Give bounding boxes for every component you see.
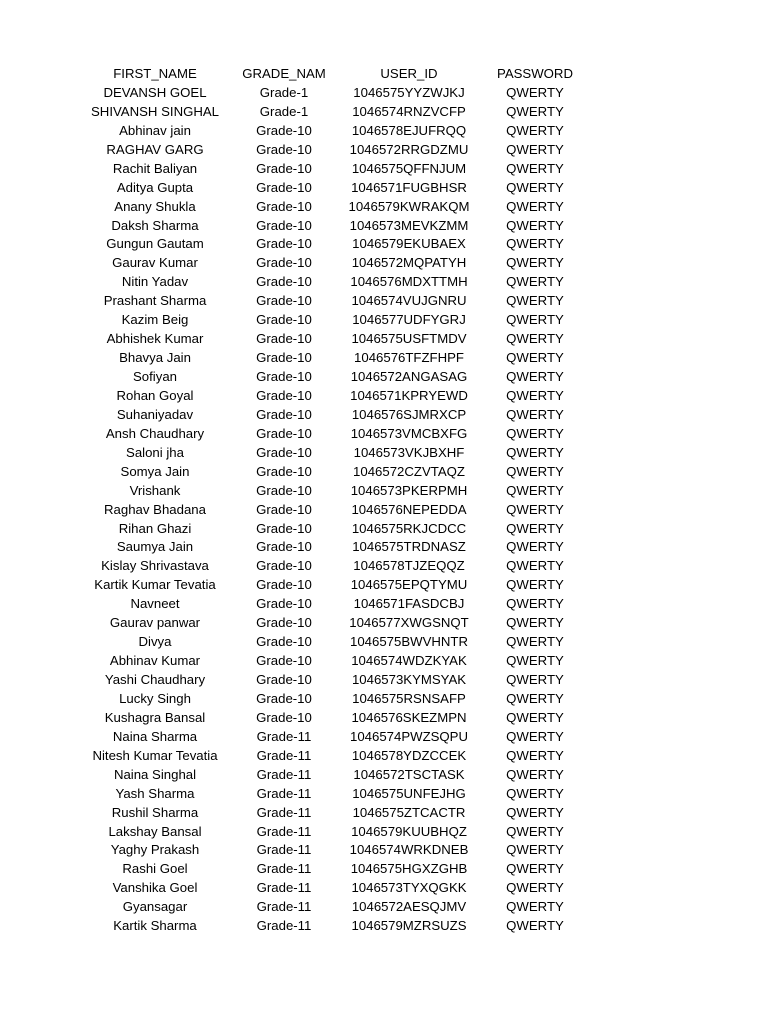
password-cell: QWERTY (506, 709, 564, 725)
table-row (0, 273, 768, 292)
user-id-cell: 1046573PKERPMH (350, 482, 468, 498)
header-password: PASSWORD (497, 66, 573, 81)
user-id-cell: 1046571FASDCBJ (353, 596, 465, 612)
grade-name-cell: Grade-11 (256, 728, 312, 744)
user-id-cell: 1046575HGXZGHB (350, 861, 468, 877)
password-cell: QWERTY (506, 804, 564, 820)
grade-name-cell: Grade-10 (256, 577, 312, 593)
first-name-cell: Kislay Shrivastava (101, 558, 209, 574)
first-name-cell: Rohan Goyal (116, 387, 194, 403)
table-row (0, 652, 768, 671)
user-id-cell: 1046574WRKDNEB (349, 842, 469, 858)
grade-name-cell: Grade-11 (256, 842, 312, 858)
grade-name-cell: Grade-11 (256, 766, 312, 782)
table-row (0, 235, 768, 254)
user-id-cell: 1046578YDZCCEK (351, 747, 467, 763)
table-row (0, 879, 768, 898)
grade-name-cell: Grade-10 (256, 160, 312, 176)
user-id-cell: 1046572ANGASAG (350, 369, 468, 384)
password-cell: QWERTY (506, 387, 564, 403)
first-name-cell: Vrishank (129, 482, 181, 498)
grade-name-cell: Grade-10 (256, 331, 312, 347)
first-name-cell: Nitesh Kumar Tevatia (92, 747, 218, 763)
grade-name-cell: Grade-10 (256, 615, 312, 631)
first-name-cell: SHIVANSH SINGHAL (91, 103, 219, 119)
first-name-cell: Saumya Jain (116, 539, 194, 555)
password-cell: QWERTY (506, 179, 564, 195)
table-row (0, 179, 768, 198)
user-id-cell: 1046579KWRAKQM (348, 198, 470, 214)
first-name-cell: Gaurav Kumar (112, 255, 198, 271)
grade-name-cell: Grade-11 (256, 899, 312, 915)
user-id-cell: 1046572CZVTAQZ (353, 463, 465, 479)
password-cell: QWERTY (506, 728, 564, 744)
password-cell: QWERTY (506, 236, 564, 252)
grade-name-cell: Grade-10 (256, 293, 312, 309)
first-name-cell: Daksh Sharma (111, 217, 199, 233)
first-name-cell: Naina Singhal (113, 766, 197, 782)
user-id-cell: 1046577UDFYGRJ (352, 312, 466, 328)
table-row (0, 520, 768, 539)
table-row (0, 785, 768, 804)
user-id-cell: 1046578TJZEQQZ (353, 558, 465, 574)
user-id-cell: 1046574PWZSQPU (349, 728, 468, 744)
grade-name-cell: Grade-10 (256, 501, 312, 517)
password-cell: QWERTY (506, 653, 564, 669)
table-row (0, 671, 768, 690)
password-cell: QWERTY (506, 520, 564, 536)
first-name-cell: Kushagra Bansal (104, 709, 206, 725)
password-cell: QWERTY (506, 766, 564, 782)
first-name-cell: Nitin Yadav (121, 274, 189, 290)
grade-name-cell: Grade-10 (256, 312, 312, 328)
first-name-cell: Anany Shukla (114, 198, 196, 214)
first-name-cell: Rashi Goel (122, 861, 188, 877)
grade-name-cell: Grade-11 (256, 747, 312, 763)
user-id-cell: 1046573TYXQGKK (351, 880, 467, 896)
user-id-cell: 1046572MQPATYH (351, 255, 467, 271)
grade-name-cell: Grade-1 (259, 103, 309, 119)
grade-name-cell: Grade-10 (256, 539, 312, 555)
first-name-cell: Kartik Sharma (113, 918, 197, 934)
user-id-cell: 1046573VKJBXHF (353, 444, 465, 460)
table-row (0, 538, 768, 557)
password-cell: QWERTY (506, 539, 564, 555)
password-cell: QWERTY (506, 444, 564, 460)
first-name-cell: Abhinav jain (119, 122, 191, 138)
password-cell: QWERTY (506, 103, 564, 119)
table-row (0, 917, 768, 936)
grade-name-cell: Grade-10 (256, 425, 312, 441)
first-name-cell: Saloni jha (126, 444, 184, 460)
first-name-cell: Divya (138, 634, 172, 650)
table-row (0, 425, 768, 444)
table-row (0, 254, 768, 273)
first-name-cell: Bhavya Jain (119, 350, 191, 366)
table-row (0, 823, 768, 842)
password-cell: QWERTY (506, 312, 564, 328)
password-cell: QWERTY (506, 577, 564, 593)
password-cell: QWERTY (506, 331, 564, 347)
grade-name-cell: Grade-10 (256, 653, 312, 669)
grade-name-cell: Grade-10 (256, 141, 312, 157)
password-cell: QWERTY (506, 198, 564, 214)
table-row (0, 368, 768, 387)
grade-name-cell: Grade-10 (256, 255, 312, 271)
first-name-cell: Abhinav Kumar (109, 653, 201, 669)
first-name-cell: Sofiyan (133, 369, 177, 384)
first-name-cell: Rihan Ghazi (118, 520, 192, 536)
user-id-cell: 1046575YYZWJKJ (353, 84, 465, 100)
student-credentials-table (0, 65, 768, 936)
user-id-cell: 1046574WDZKYAK (351, 653, 467, 669)
header-row (0, 65, 768, 84)
table-row (0, 84, 768, 103)
user-id-cell: 1046574RNZVCFP (352, 103, 466, 119)
user-id-cell: 1046575RSNSAFP (352, 690, 466, 706)
table-row (0, 292, 768, 311)
first-name-cell: Raghav Bhadana (104, 501, 206, 517)
table-row (0, 804, 768, 823)
table-body (0, 84, 768, 936)
grade-name-cell: Grade-10 (256, 350, 312, 366)
user-id-cell: 1046576SJMRXCP (351, 406, 467, 422)
grade-name-cell: Grade-11 (256, 861, 312, 877)
table-row (0, 198, 768, 217)
grade-name-cell: Grade-10 (256, 463, 312, 479)
grade-name-cell: Grade-10 (256, 690, 312, 706)
user-id-cell: 1046575USFTMDV (351, 331, 467, 347)
table-row (0, 557, 768, 576)
password-cell: QWERTY (506, 634, 564, 650)
user-id-cell: 1046572TSCTASK (353, 766, 465, 782)
first-name-cell: DEVANSH GOEL (103, 84, 207, 100)
table-row (0, 841, 768, 860)
table-row (0, 217, 768, 236)
first-name-cell: Yashi Chaudhary (104, 672, 206, 687)
table-row (0, 898, 768, 917)
user-id-cell: 1046576SKEZMPN (351, 709, 467, 725)
password-cell: QWERTY (506, 274, 564, 290)
table-row (0, 728, 768, 747)
user-id-cell: 1046575QFFNJUM (351, 160, 467, 176)
grade-name-cell: Grade-10 (256, 709, 312, 725)
grade-name-cell: Grade-10 (256, 444, 312, 460)
header-grade-name: GRADE_NAM (242, 66, 326, 81)
password-cell: QWERTY (506, 369, 564, 384)
password-cell: QWERTY (506, 84, 564, 100)
password-cell: QWERTY (506, 501, 564, 517)
grade-name-cell: Grade-10 (256, 274, 312, 290)
first-name-cell: Kazim Beig (121, 312, 189, 328)
grade-name-cell: Grade-11 (256, 804, 312, 820)
user-id-cell: 1046573KYMSYAK (351, 672, 467, 687)
password-cell: QWERTY (506, 596, 564, 612)
first-name-cell: Kartik Kumar Tevatia (94, 577, 216, 593)
user-id-cell: 1046573MEVKZMM (349, 217, 469, 233)
first-name-cell: Gaurav panwar (109, 615, 201, 631)
user-id-cell: 1046575UNFEJHG (352, 785, 466, 801)
password-cell: QWERTY (506, 672, 564, 687)
user-id-cell: 1046572AESQJMV (351, 899, 467, 915)
user-id-cell: 1046577XWGSNQT (349, 615, 469, 631)
user-id-cell: 1046575TRDNASZ (352, 539, 466, 555)
grade-name-cell: Grade-11 (256, 823, 312, 839)
table-row (0, 501, 768, 520)
password-cell: QWERTY (506, 217, 564, 233)
password-cell: QWERTY (506, 160, 564, 176)
grade-name-cell: Grade-10 (256, 198, 312, 214)
password-cell: QWERTY (506, 842, 564, 858)
password-cell: QWERTY (506, 122, 564, 138)
user-id-cell: 1046575EPQTYMU (350, 577, 468, 593)
first-name-cell: Naina Sharma (112, 728, 198, 744)
table-row (0, 160, 768, 179)
table-row (0, 311, 768, 330)
table-row (0, 614, 768, 633)
password-cell: QWERTY (506, 406, 564, 422)
first-name-cell: Gyansagar (122, 899, 188, 915)
grade-name-cell: Grade-11 (256, 880, 312, 896)
password-cell: QWERTY (506, 899, 564, 915)
first-name-cell: Prashant Sharma (103, 293, 207, 309)
password-cell: QWERTY (506, 482, 564, 498)
grade-name-cell: Grade-10 (256, 634, 312, 650)
table-row (0, 103, 768, 122)
first-name-cell: Somya Jain (120, 463, 190, 479)
user-id-cell: 1046573VMCBXFG (350, 425, 468, 441)
user-id-cell: 1046576TFZFHPF (354, 350, 464, 366)
password-cell: QWERTY (506, 861, 564, 877)
first-name-cell: Suhaniyadav (116, 406, 194, 422)
password-cell: QWERTY (506, 823, 564, 839)
table-row (0, 709, 768, 728)
user-id-cell: 1046579KUUBHQZ (351, 823, 467, 839)
user-id-cell: 1046571FUGBHSR (351, 179, 467, 195)
grade-name-cell: Grade-11 (256, 785, 312, 801)
header-user-id: USER_ID (380, 66, 438, 81)
first-name-cell: Vanshika Goel (112, 880, 198, 896)
table-row (0, 406, 768, 425)
table-row (0, 444, 768, 463)
table-row (0, 122, 768, 141)
user-id-cell: 1046575BWVHNTR (349, 634, 468, 650)
grade-name-cell: Grade-10 (256, 236, 312, 252)
grade-name-cell: Grade-10 (256, 672, 312, 687)
password-cell: QWERTY (506, 558, 564, 574)
password-cell: QWERTY (506, 747, 564, 763)
password-cell: QWERTY (506, 690, 564, 706)
user-id-cell: 1046576MDXTTMH (350, 274, 468, 290)
first-name-cell: Aditya Gupta (116, 179, 194, 195)
grade-name-cell: Grade-10 (256, 369, 312, 384)
table-row (0, 330, 768, 349)
password-cell: QWERTY (506, 785, 564, 801)
first-name-cell: Ansh Chaudhary (105, 425, 205, 441)
grade-name-cell: Grade-10 (256, 387, 312, 403)
first-name-cell: Rushil Sharma (111, 804, 199, 820)
table-row (0, 595, 768, 614)
first-name-cell: Lucky Singh (119, 690, 191, 706)
password-cell: QWERTY (506, 463, 564, 479)
grade-name-cell: Grade-1 (259, 84, 309, 100)
first-name-cell: Navneet (130, 596, 180, 612)
table-row (0, 690, 768, 709)
password-cell: QWERTY (506, 293, 564, 309)
grade-name-cell: Grade-10 (256, 217, 312, 233)
user-id-cell: 1046575ZTCACTR (352, 804, 466, 820)
table-row (0, 747, 768, 766)
user-id-cell: 1046572RRGDZMU (349, 141, 469, 157)
password-cell: QWERTY (506, 350, 564, 366)
table-row (0, 387, 768, 406)
table-row (0, 633, 768, 652)
table-row (0, 482, 768, 501)
user-id-cell: 1046575RKJCDCC (351, 520, 467, 536)
grade-name-cell: Grade-10 (256, 482, 312, 498)
user-id-cell: 1046579MZRSUZS (351, 918, 467, 934)
grade-name-cell: Grade-10 (256, 596, 312, 612)
user-id-cell: 1046579EKUBAEX (352, 236, 466, 252)
table-row (0, 349, 768, 368)
password-cell: QWERTY (506, 255, 564, 271)
grade-name-cell: Grade-10 (256, 406, 312, 422)
table-row (0, 576, 768, 595)
first-name-cell: RAGHAV GARG (106, 141, 204, 157)
table-row (0, 766, 768, 785)
password-cell: QWERTY (506, 880, 564, 896)
password-cell: QWERTY (506, 615, 564, 631)
first-name-cell: Gungun Gautam (106, 236, 204, 252)
grade-name-cell: Grade-10 (256, 520, 312, 536)
user-id-cell: 1046571KPRYEWD (350, 387, 468, 403)
grade-name-cell: Grade-11 (256, 918, 312, 934)
first-name-cell: Rachit Baliyan (112, 160, 198, 176)
table-row (0, 463, 768, 482)
password-cell: QWERTY (506, 918, 564, 934)
first-name-cell: Yaghy Prakash (110, 842, 200, 858)
user-id-cell: 1046574VUJGNRU (351, 293, 467, 309)
header-first-name: FIRST_NAME (113, 66, 197, 81)
user-id-cell: 1046576NEPEDDA (351, 501, 467, 517)
table-row (0, 141, 768, 160)
table-row (0, 860, 768, 879)
first-name-cell: Lakshay Bansal (108, 823, 202, 839)
grade-name-cell: Grade-10 (256, 179, 312, 195)
user-id-cell: 1046578EJUFRQQ (351, 122, 467, 138)
grade-name-cell: Grade-10 (256, 122, 312, 138)
password-cell: QWERTY (506, 141, 564, 157)
first-name-cell: Yash Sharma (115, 785, 195, 801)
grade-name-cell: Grade-10 (256, 558, 312, 574)
first-name-cell: Abhishek Kumar (106, 331, 204, 347)
password-cell: QWERTY (506, 425, 564, 441)
